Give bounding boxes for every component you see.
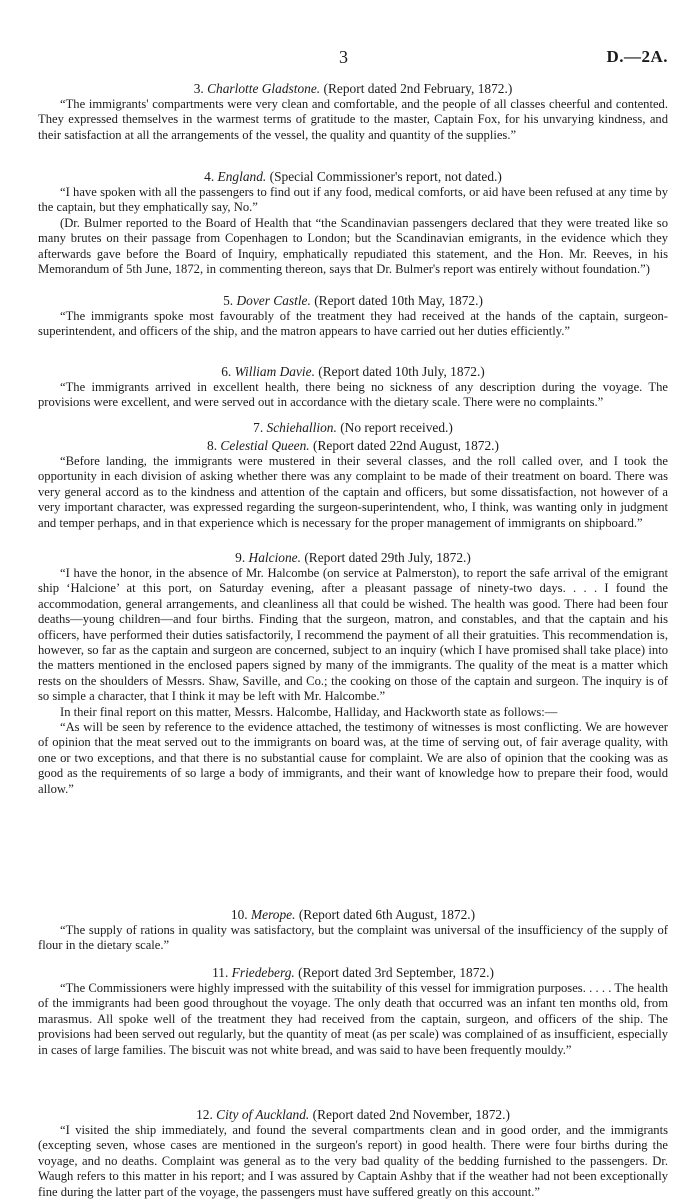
report-note: (Report dated 3rd September, 1872.) — [294, 965, 494, 980]
section — [38, 437, 668, 531]
section-number: 10. — [230, 907, 251, 922]
ship-name: Celestial Queen. — [220, 438, 310, 453]
ship-name: City of Auckland. — [216, 1107, 310, 1122]
section-heading — [38, 437, 668, 454]
ship-name: England. — [217, 169, 267, 184]
section-number: 11. — [212, 965, 232, 980]
paragraph: “The immigrants spoke most favourably of the treatment they had received at the hands of the captain, surgeon-superintendent, and officers of the ship, and the matron appears to have carried out her duties efficiently.” — [38, 309, 668, 339]
section-heading — [38, 1106, 668, 1123]
section-number: 6. — [221, 364, 235, 379]
section — [38, 906, 668, 954]
ship-name: Merope. — [250, 907, 296, 922]
section-number: 5. — [223, 293, 237, 308]
paragraph: “The Commissioners were highly impressed with the suitability of this vessel for immigration purposes. . . . . The health of the immigrants had been good throughout the voyage. The only death that occurred was an infant ten months old, from marasmus. All spoke well of the treatment they had received from the captain, surgeon, and officers of the ship. The provisions had been served out regularly, but the quantity of meat (as per scale) was complained of as insufficient, especially in cases of large families. The biscuit was not white bread, and was said to have been frequently mouldy.” — [38, 981, 668, 1057]
section-heading — [38, 906, 668, 923]
report-note: (Report dated 22nd August, 1872.) — [309, 438, 499, 453]
paragraph: “I have the honor, in the absence of Mr. Halcombe (on service at Palmerston), to report the safe arrival of the emigrant ship ‘Halcione’ at this port, on Saturday evening, after a pleasant passage of ninety-two days. . . . I found the accommodation, general arrangements, and cleanliness all that could be wished. The health was good. There had been four deaths—young children—and four births. Finding that the surgeon, matron, and constables, and that the captain and his officers, have performed their duties satisfactorily, I recommend the payment of all their gratuities. This recommendation is, however, so far as the captain and surgeon are concerned, subject to an inquiry (which I have promised shall take place) into the matters mentioned in the enclosed papers signed by many of the immigrants. The quality of the meat is a matter which rests on the shoulders of Messrs. Shaw, Saville, and Co.; the cooking on those of the captain and surgeon. The inquiry is of so simple a character, that I think it may be left with Mr. Halcombe.” — [38, 566, 668, 704]
section-number: 12. — [196, 1107, 217, 1122]
ship-name: Charlotte Gladstone. — [207, 81, 321, 96]
paragraph: “I visited the ship immediately, and found the several compartments clean and in good order, and the immigrants (excepting seven, whose cases are mentioned in the surgeon's report) in good health. There were four births during the voyage, and no deaths. Complaint was general as to the very bad quality of the bedding furnished to the passengers. Dr. Waugh refers to this matter in his report; and I was assured by Captain Ashby that if the weather had not been exceptionally fine during the latter part of the voyage, the passengers must have suffered greatly on this account.” — [38, 1123, 668, 1199]
section-number: 9. — [235, 550, 249, 565]
paragraph: “The immigrants' compartments were very clean and comfortable, and the people of all classes cheerful and contented. They expressed themselves in the warmest terms of gratitude to the master, Captain Fox, for his unvarying kindness, and their satisfaction at all the arrangements of the vessel, the quality and quantity of the supplies.” — [38, 97, 668, 142]
paragraph: In their final report on this matter, Messrs. Halcombe, Halliday, and Hackworth state as follows:— — [60, 704, 558, 719]
section-number: 4. — [204, 169, 218, 184]
paragraph: “The immigrants arrived in excellent health, there being no sickness of any description during the voyage. The provisions were excellent, and were served out in accordance with the dietary scale. There were no complaints.” — [38, 380, 668, 410]
section-heading — [38, 419, 668, 436]
section-heading — [38, 964, 668, 981]
section-number: 7. — [253, 420, 267, 435]
paragraph: “The supply of rations in quality was satisfactory, but the complaint was universal of the insufficiency of the supply of flour in the dietary scale.” — [38, 923, 668, 953]
paragraph: “Before landing, the immigrants were mustered in their several classes, and the roll called over, and I took the opportunity in each division of asking whether there was any complaint to be made of their treatment on board. There was very general accord as to the kindness and attention of the captain and officers, but some dissatisfaction, not however of a very important character, was expressed regarding the surgeon-superintendent, who, I think, was wanting only in judgment and temper perhaps, and in that experience which is necessary for the proper management of immigrants on shipboard.” — [38, 454, 668, 530]
page-number: 3 — [339, 47, 348, 67]
paragraph: (Dr. Bulmer reported to the Board of Health that “the Scandinavian passengers declared that they were treated like so many brutes on their passage from Copenhagen to London; but the Scandinavian emigrants, in the evidence which they afterwards gave before the Board of Inquiry, emphatically repudiated this statement, and the Hon. Mr. Reeves, in his Memorandum of 5th June, 1872, in commenting thereon, says that Dr. Bulmer's report was entirely without foundation.”) — [38, 215, 668, 277]
report-note: (No report received.) — [336, 420, 453, 435]
ship-name: Friedeberg. — [231, 965, 295, 980]
section-heading — [38, 363, 668, 380]
report-note: (Report dated 2nd November, 1872.) — [309, 1107, 510, 1122]
section — [38, 292, 668, 340]
ship-name: Halcione. — [248, 550, 301, 565]
ship-name: Schiehallion. — [266, 420, 337, 435]
report-note: (Report dated 10th July, 1872.) — [314, 364, 485, 379]
report-note: (Report dated 2nd February, 1872.) — [320, 81, 513, 96]
report-note: (Report dated 10th May, 1872.) — [310, 293, 483, 308]
section-heading — [38, 549, 668, 566]
section — [38, 549, 668, 797]
report-note: (Report dated 29th July, 1872.) — [300, 550, 471, 565]
section-heading — [38, 168, 668, 185]
paragraph: “As will be seen by reference to the evidence attached, the testimony of witnesses is most conflicting. We are however of opinion that the meat served out to the immigrants on board was, at the time of serving out, of fair average quality, with one or two exceptions, and that there is no substantial cause for complaint. We are also of opinion that the cooking was as good as the requirements of so large a body of immigrants, and their want of knowledge how to prepare their food, would allow.” — [38, 720, 668, 796]
ship-name: William Davie. — [234, 364, 315, 379]
report-note: (Special Commissioner's report, not dated.) — [266, 169, 502, 184]
section-number: 3. — [193, 81, 208, 96]
section — [38, 363, 668, 411]
document-reference: D.—2A. — [606, 47, 668, 66]
paragraph: “I have spoken with all the passengers to find out if any food, medical comforts, or aid have been refused at any time by the captain, but they emphatically say, No.” — [38, 185, 668, 215]
ship-name: Dover Castle. — [236, 293, 311, 308]
report-note: (Report dated 6th August, 1872.) — [295, 907, 476, 922]
section-heading — [38, 292, 668, 309]
section-number: 8. — [207, 438, 221, 453]
section — [38, 80, 668, 143]
section — [38, 419, 668, 436]
section-heading — [38, 80, 668, 97]
section — [38, 168, 668, 277]
section — [38, 964, 668, 1058]
